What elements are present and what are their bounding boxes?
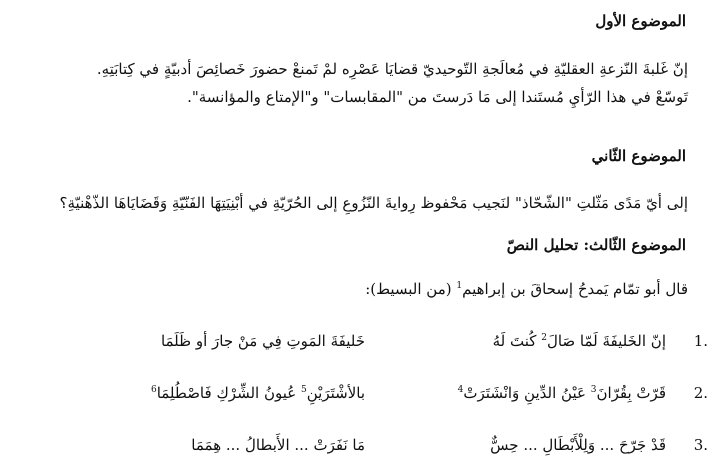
topic2-line1: إلى أيّ مَدًى مَثّلتِ "الشّحّاذ" لنَجيب مَحْفوظ رِوايةَ النّزُوعِ إلى الحُرّيّةِ في أبْنِيَتِهَا الفَنّيّةِ وَقَضَايَاهَا الذّهْنيّةِ؟ bbox=[59, 194, 688, 212]
verse-sadr-end-text: عَيْنُ الدِّينِ وَانْشَتَرَتْ bbox=[463, 384, 586, 402]
verse-3 bbox=[0, 436, 720, 462]
verse-first-hemistich bbox=[458, 384, 666, 402]
topic1-line1: إنّ غَلبةَ النّزعةِ العقليّةِ في مُعالَجةِ التّوحيديّ قضايَا عَصْرِه لمْ تَمنعْ حضورَ خَصائِصَ أدبيّةٍ في كِتابَتِهِ. bbox=[96, 60, 688, 78]
topic3-intro-footnote: 1 bbox=[456, 281, 463, 291]
verse-footnote: 4 bbox=[457, 385, 464, 395]
verse-1 bbox=[0, 332, 720, 358]
verse-footnote: 6 bbox=[150, 385, 157, 395]
verse-first-hemistich: قَدْ جَرّحَ ... وَلِلْأَبْطَالِ ... حِسٌّ bbox=[490, 436, 666, 454]
verse-2 bbox=[0, 384, 720, 410]
verse-number: 3. bbox=[693, 436, 708, 454]
topic3-intro-meter: (من البسيط): bbox=[365, 280, 452, 298]
verse-first-hemistich bbox=[493, 332, 666, 350]
verse-ajz-end-text: عُيونُ الشِّرْكِ فَاصْطُلِمَا bbox=[156, 384, 297, 402]
topic1-title: الموضوع الأول bbox=[595, 12, 686, 30]
verse-second-hemistich: مَا نَفَرَتْ ... الأَبطالُ ... هِمَمَا bbox=[191, 436, 365, 454]
topic2-title: الموضوع الثّاني bbox=[591, 147, 686, 165]
topic3-title: الموضوع الثّالث: تحليل النصّ bbox=[506, 236, 686, 254]
verse-footnote: 3 bbox=[590, 385, 597, 395]
verse-second-hemistich: خَليفَةَ المَوتِ فِي مَنْ جارَ أو ظَلَمَا bbox=[160, 332, 365, 350]
topic3-intro bbox=[365, 280, 688, 298]
verse-number: 2. bbox=[693, 384, 708, 402]
verse-sadr-end-text: كُنتَ لَهُ bbox=[492, 332, 537, 350]
topic1-line2: تَوسّعْ في هذا الرّأيِ مُستَندا إلى مَا دَرستَ من "المقابسات" و"الإمتاع والمؤانسة". bbox=[187, 88, 688, 106]
topic3-intro-main: قال أبو تمّام يَمدحُ إسحاقَ بن إبراهيم bbox=[462, 280, 688, 298]
verse-number: 1. bbox=[693, 332, 708, 350]
verse-second-hemistich bbox=[151, 384, 365, 402]
verse-sadr-text: قَرّتْ بِقُرّانَ bbox=[596, 384, 666, 402]
verse-ajz-text: بالأشْتَرَيْنِ bbox=[306, 384, 365, 402]
verse-sadr-text: إنّ الخَليفَةَ لَمّا صَالَ bbox=[546, 332, 666, 350]
verse-footnote: 5 bbox=[301, 385, 307, 395]
verse-footnote: 2 bbox=[541, 333, 547, 343]
